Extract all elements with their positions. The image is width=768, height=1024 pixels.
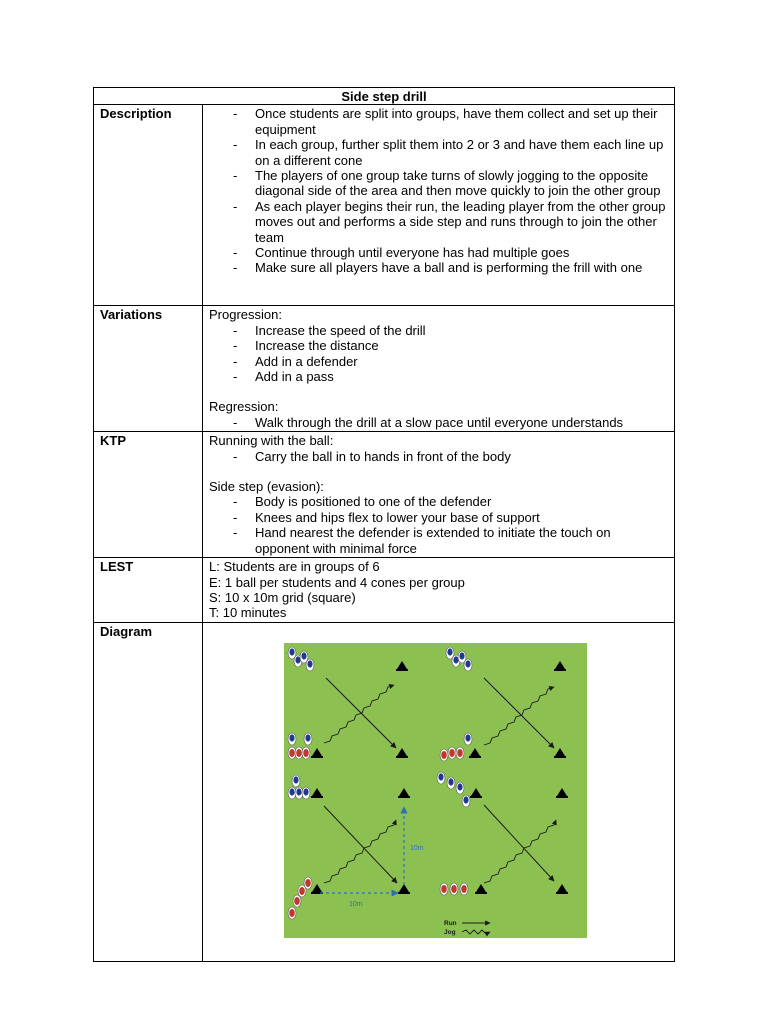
list-item: - Carry the ball in to hands in front of the body — [209, 449, 668, 464]
running-heading: Running with the ball: — [209, 433, 334, 449]
list-item: - Walk through the drill at a slow pace until everyone understands — [209, 415, 668, 430]
sidestep-list — [209, 494, 668, 556]
list-item: - Increase the speed of the drill — [209, 323, 668, 338]
field — [284, 643, 587, 938]
description-list — [209, 106, 668, 275]
table-title: Side step drill — [94, 88, 675, 105]
progression-heading: Progression: — [209, 307, 282, 323]
list-item: - Once students are split into groups, have them collect and set up their equipment — [209, 106, 668, 137]
list-item: - In each group, further split them into 2 or 3 and have them each line up on a different cone — [209, 137, 668, 168]
ktp-label: KTP — [100, 433, 126, 449]
ktp-row — [94, 432, 675, 558]
variations-row — [94, 306, 675, 432]
variations-label: Variations — [100, 307, 163, 323]
lest-line: E: 1 ball per students and 4 cones per group — [209, 574, 465, 590]
diagram-row — [94, 622, 675, 961]
measure-horizontal-label: 10m — [349, 900, 363, 908]
list-item: - As each player begins their run, the leading player from the other group moves out and performs a side step and runs through to join the other team — [209, 199, 668, 245]
description-label: Description — [100, 106, 172, 122]
regression-heading: Regression: — [209, 399, 279, 415]
description-row — [94, 105, 675, 306]
running-list — [209, 449, 668, 464]
diagram-label: Diagram — [100, 623, 153, 639]
progression-list — [209, 323, 668, 385]
legend-jog-label: Jog — [444, 928, 456, 936]
legend-run-label: Run — [444, 919, 457, 927]
lest-line: L: Students are in groups of 6 — [209, 559, 380, 575]
lest-label: LEST — [100, 559, 134, 575]
list-item: - Hand nearest the defender is extended to initiate the touch on opponent with minimal force — [209, 525, 668, 556]
list-item: - Increase the distance — [209, 338, 668, 353]
drill-diagram — [284, 643, 587, 938]
drill-table — [93, 87, 675, 962]
list-item: - Make sure all players have a ball and is performing the frill with one — [209, 260, 668, 275]
measure-vertical-label: 10m — [410, 844, 424, 852]
list-item: - Add in a defender — [209, 354, 668, 369]
lest-line: T: 10 minutes — [209, 605, 287, 621]
list-item: - Add in a pass — [209, 369, 668, 384]
list-item: - Body is positioned to one of the defender — [209, 494, 668, 509]
list-item: - The players of one group take turns of slowly jogging to the opposite diagonal side of the area and then move quickly to join the other group — [209, 168, 668, 199]
regression-list — [209, 415, 668, 430]
lest-line: S: 10 x 10m grid (square) — [209, 589, 356, 605]
sidestep-heading: Side step (evasion): — [209, 479, 324, 495]
list-item: - Knees and hips flex to lower your base of support — [209, 510, 668, 525]
list-item: - Continue through until everyone has had multiple goes — [209, 245, 668, 260]
lest-row — [94, 558, 675, 623]
